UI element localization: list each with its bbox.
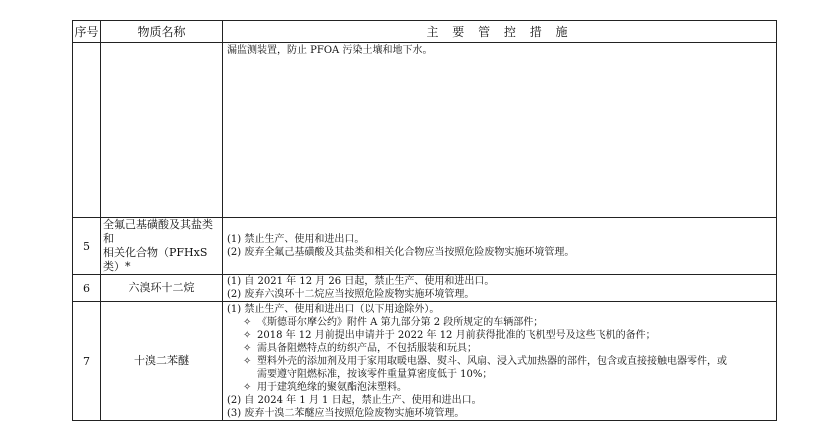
- diamond-bullet-icon: ✧: [243, 329, 252, 341]
- bullet-item: ✧ 2018 年 12 月前提出申请并于 2022 年 12 月前获得批准的飞机型号及这些飞机的备件；: [243, 329, 656, 341]
- row-measures: [223, 218, 777, 275]
- bullet-item: ✧ 《斯德哥尔摩公约》附件 A 第九部分第 2 段所规定的车辆部件；: [243, 316, 544, 328]
- row-index: 6: [73, 275, 101, 302]
- measure-line: (3) 废弃十溴二苯醚应当按照危险废物实施环境管理。: [227, 407, 465, 419]
- diamond-bullet-icon: ✧: [243, 342, 252, 354]
- table-row: [73, 302, 777, 421]
- row-name: [101, 218, 223, 275]
- diamond-bullet-icon: ✧: [243, 316, 252, 328]
- bullet-item: ✧ 需具备阻燃特点的纺织产品，不包括服装和玩具；: [243, 342, 477, 354]
- diamond-bullet-icon: ✧: [243, 355, 252, 367]
- substance-name-line: 相关化合物（PFHxS 类）*: [103, 246, 208, 273]
- measure-line: (2) 废弃六溴环十二烷应当按照危险废物实施环境管理。: [227, 289, 475, 300]
- bullet-item: ✧ 用于建筑绝缘的聚氨酯泡沫塑料。: [243, 381, 407, 393]
- row-index: [73, 43, 101, 218]
- table-row: [73, 218, 777, 275]
- regulation-table: [72, 20, 777, 421]
- row-index: 5: [73, 218, 101, 275]
- table-row: [73, 43, 777, 218]
- diamond-bullet-icon: ✧: [243, 381, 252, 393]
- measure-line: (1) 自 2021 年 12 月 26 日起，禁止生产、使用和进出口。: [227, 276, 495, 287]
- row-name: 六溴环十二烷: [101, 275, 223, 302]
- measure-line: 漏监测装置，防止 PFOA 污染土壤和地下水。: [227, 45, 433, 56]
- substance-name-line: 全氟己基磺酸及其盐类和: [103, 218, 213, 245]
- table-row: [73, 275, 777, 302]
- header-measures: 主 要 管 控 措 施: [223, 21, 777, 43]
- measure-line: (1) 禁止生产、使用和进出口（以下用途除外）。: [227, 303, 440, 315]
- row-name: 十溴二苯醚: [101, 302, 223, 421]
- measure-line: (2) 自 2024 年 1 月 1 日起，禁止生产、使用和进出口。: [227, 394, 482, 406]
- row-name: [101, 43, 223, 218]
- header-name: 物质名称: [101, 21, 223, 43]
- bullet-item: ✧ 塑料外壳的添加剂及用于家用取暖电器、熨斗、风扇、浸入式加热器的部件，包含或直接接触电器零件，或: [243, 355, 727, 367]
- measure-line: (1) 禁止生产、使用和进出口。: [227, 234, 365, 245]
- row-measures: [223, 43, 777, 218]
- bullet-continuation: 需要遵守阻燃标准，按该零件重量算密度低于 10%；: [257, 368, 493, 380]
- measure-line: (2) 废弃全氟己基磺酸及其盐类和相关化合物应当按照危险废物实施环境管理。: [227, 247, 575, 258]
- row-index: 7: [73, 302, 101, 421]
- row-measures: [223, 275, 777, 302]
- table-header-row: [73, 21, 777, 43]
- row-measures: [223, 302, 777, 421]
- header-index: 序号: [73, 21, 101, 43]
